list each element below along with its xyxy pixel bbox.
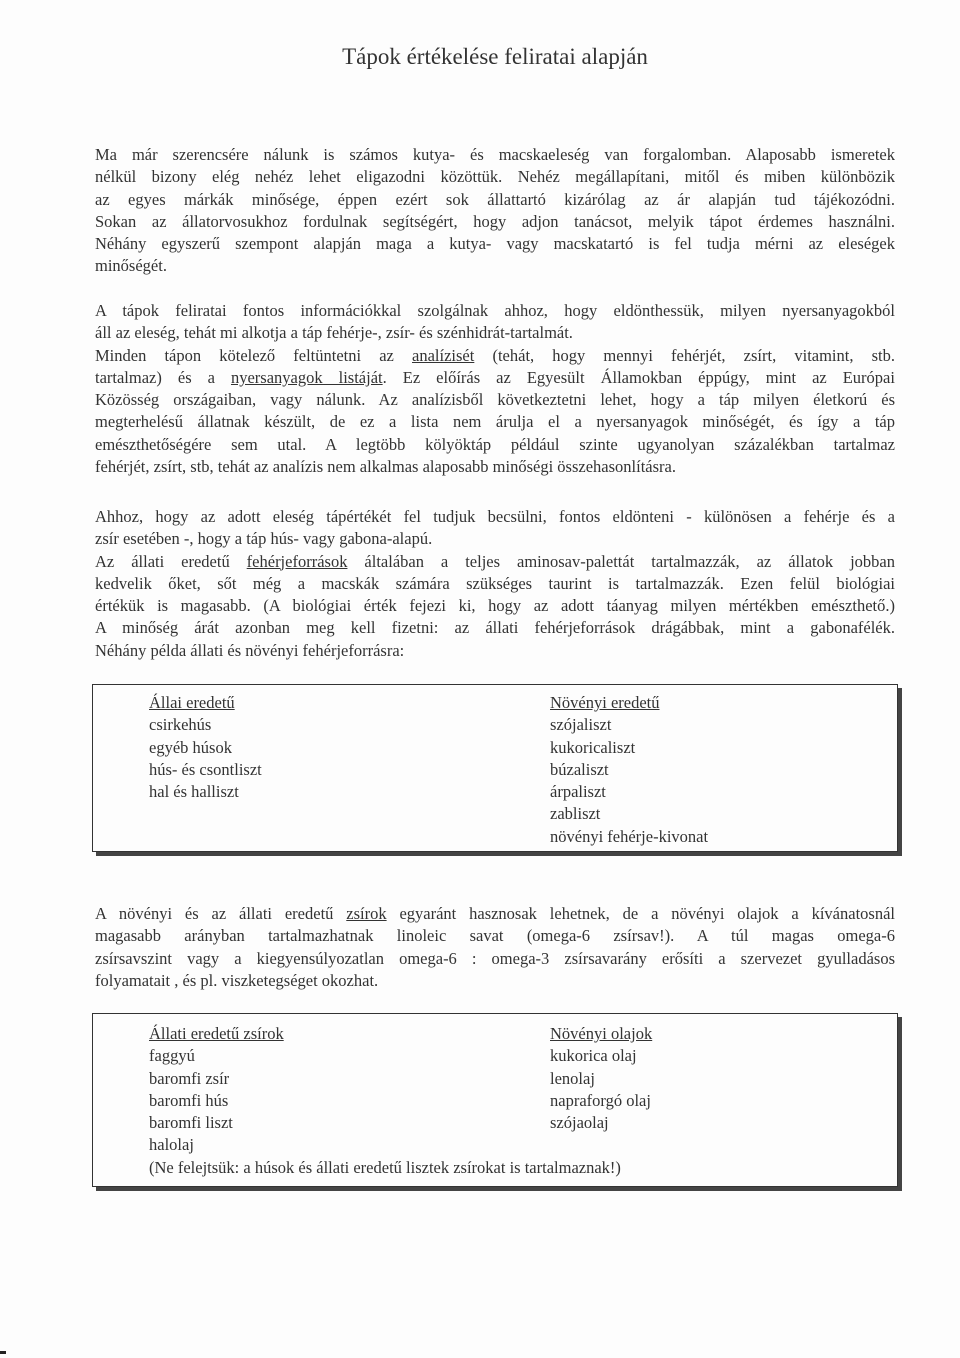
text-line: kedvelik őket, sőt még a macskák számára szükséges taurint is tartalmazzák. Ezen felül biológiai <box>95 573 895 593</box>
scan-mark <box>0 1351 6 1354</box>
protein-sources-term: fehérjeforrások <box>246 551 348 571</box>
list-item: búzaliszt <box>550 759 609 779</box>
text-line: minőségét. <box>95 256 167 276</box>
text-line: Minden tápon kötelező feltüntetni az analízisét (tehát, hogy mennyi fehérjét, zsírt, vitamint, stb. <box>95 345 895 365</box>
text-line: nélkül bizony elég nehéz lehet eligazodni közöttük. Nehéz megállapítani, mitől és miben különbözik <box>95 167 895 187</box>
list-item: lenolaj <box>550 1068 595 1088</box>
fat-note: (Ne felejtsük: a húsok és állati eredetű lisztek zsírokat is tartalmaznak!) <box>149 1157 621 1177</box>
text-line: A növényi és az állati eredetű zsírok egyaránt hasznosak lehetnek, de a növényi olajok a kívánatosnál <box>95 904 895 923</box>
text-line: Néhány példa állati és növényi fehérjeforrásra: <box>95 640 405 660</box>
list-item: növényi fehérje-kivonat <box>550 826 709 846</box>
list-item: egyéb húsok <box>149 737 232 757</box>
page-title: Tápok értékelése feliratai alapján <box>342 44 648 69</box>
list-item: kukoricaliszt <box>550 737 636 757</box>
text-line: Közösség országaiban, vagy nálunk. Az analízisből következtetni lehet, hogy a táp milyen életkorú és <box>95 390 895 410</box>
column-header: Növényi olajok <box>550 1024 653 1043</box>
fat-sources-box <box>92 1013 898 1187</box>
text-line: emészthetőségére sem utal. A legtöbb kölyöktáp például szinte ugyanolyan százalékban tartalmaz <box>95 434 895 454</box>
column-header: Állati eredetű zsírok <box>149 1024 284 1043</box>
labels-paragraph <box>95 300 895 478</box>
text-line: Néhány egyszerű szempont alapján maga a kutya- vagy macskatartó is fel tudja mérni az eleségek <box>95 234 895 254</box>
fats-term: zsírok <box>346 904 387 923</box>
protein-paragraph <box>95 506 895 662</box>
analysis-term: analízisét <box>412 345 475 365</box>
list-item: árpaliszt <box>550 782 606 802</box>
text-line: folyamatait , és pl. viszketegséget okozhat. <box>95 970 379 990</box>
protein-sources-box <box>92 684 898 852</box>
text-line: magasabb arányban tartalmazhatnak linoleic savat (omega-6 zsírsav!). A túl magas omega-6 <box>95 926 895 946</box>
list-item: halolaj <box>149 1135 194 1155</box>
intro-paragraph <box>95 144 895 278</box>
text-line: zsír esetében -, hogy a táp hús- vagy gabona-alapú. <box>95 529 433 549</box>
animal-protein-column <box>149 692 262 803</box>
list-item: szójaliszt <box>550 715 612 735</box>
fats-paragraph <box>95 903 895 992</box>
column-header: Állai eredetű <box>149 693 235 712</box>
text-line: fehérjét, zsírt, stb, tehát az analízis nem alkalmas alaposabb minőségi összehasonlításra. <box>95 457 676 477</box>
list-item: szójaolaj <box>550 1113 609 1133</box>
list-item: baromfi hús <box>149 1090 229 1110</box>
list-item: baromfi zsír <box>149 1068 230 1088</box>
plant-protein-column <box>550 692 708 848</box>
text-line: A tápok feliratai fontos információkkal szolgálnak ahhoz, hogy eldönthessük, milyen nyersanyagokból <box>95 301 895 320</box>
text-line: Ma már szerencsére nálunk is számos kutya- és macskaeleség van forgalomban. Alaposabb ismeretek <box>95 145 895 164</box>
list-item: hal és halliszt <box>149 782 239 802</box>
ingredient-list-term: nyersanyagok listáját <box>230 367 383 387</box>
plant-oil-column <box>550 1023 652 1134</box>
text-line: áll az eleség, tehát mi alkotja a táp fehérje-, zsír- és szénhidrát-tartalmát. <box>95 323 573 343</box>
text-line: tartalmaz) és a nyersanyagok listáját. Ez előírás az Egyesült Államokban éppúgy, mint az Európai <box>95 367 895 387</box>
list-item: zabliszt <box>550 804 601 824</box>
text-line: értékük is magasabb. (A biológiai érték fejezi ki, hogy az adott táanyag milyen mértékben emészthető.) <box>95 596 895 616</box>
list-item: kukorica olaj <box>550 1046 637 1066</box>
list-item: baromfi liszt <box>149 1113 233 1133</box>
text-line: megterhelésű állatnak készült, de ez a lista nem árulja el a nyersanyagok minőségét, és így a táp <box>95 412 895 432</box>
column-header: Növényi eredetű <box>550 693 660 712</box>
list-item: hús- és csontliszt <box>149 759 262 779</box>
text-line: Ahhoz, hogy az adott eleség tápértékét fel tudjuk becsülni, fontos eldönteni - különösen a fehérje és a <box>95 507 895 526</box>
text-line: az egyes márkák minősége, éppen ezért sok állattartó kizárólag az ár alapján tud tájékozódni. <box>95 189 895 209</box>
text-line: A minőség árát azonban meg kell fizetni: az állati fehérjeforrások drágábbak, mint a gabonafélék. <box>95 618 895 638</box>
text-line: Sokan az állatorvosukhoz fordulnak segítségért, hogy adjon tanácsot, melyik tápot érdemes használni. <box>95 211 895 231</box>
list-item: csirkehús <box>149 715 212 735</box>
text-line: zsírsavszint vagy a kiegyensúlyozatlan omega-6 : omega-3 zsírsavarány erősíti a szervezet gyulladásos <box>95 948 895 968</box>
text-line: Az állati eredetű fehérjeforrások általában a teljes aminosav-palettát tartalmazzák, az állatok jobban <box>95 551 895 571</box>
list-item: faggyú <box>149 1046 195 1066</box>
list-item: napraforgó olaj <box>550 1090 651 1110</box>
